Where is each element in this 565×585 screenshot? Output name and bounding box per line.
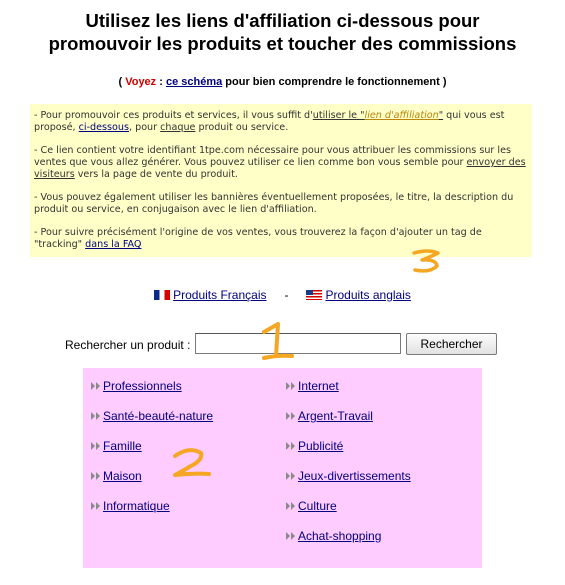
double-arrow-icon — [90, 381, 102, 391]
double-arrow-icon — [90, 501, 102, 511]
below-link[interactable]: ci-dessous — [78, 122, 129, 133]
category-link[interactable]: Santé-beauté-nature — [103, 409, 214, 423]
category-link[interactable]: Achat-shopping — [298, 529, 382, 543]
annotation-number-1 — [258, 318, 300, 362]
category-link[interactable]: Famille — [103, 439, 142, 453]
category-link[interactable]: Jeux-divertissements — [298, 469, 411, 483]
info-p2-end: vers la page de vente du produit. — [74, 169, 238, 180]
schema-link[interactable]: ce schéma — [165, 76, 223, 88]
affiliation-link-term[interactable]: lien d'affiliation — [364, 110, 439, 121]
french-flag-icon — [154, 290, 170, 300]
category-link[interactable]: Argent-Travail — [298, 409, 373, 423]
search-label: Rechercher un produit : — [65, 338, 191, 352]
category-link[interactable]: Publicité — [298, 439, 344, 453]
category-link[interactable]: Professionnels — [103, 379, 182, 393]
double-arrow-icon — [285, 381, 297, 391]
english-products-link[interactable]: Produits anglais — [325, 288, 411, 302]
title-line-1: Utilisez les liens d'affiliation ci-dessous pour — [85, 10, 480, 31]
info-p1-use: utiliser le " — [312, 110, 365, 121]
double-arrow-icon — [90, 471, 102, 481]
category-link[interactable]: Internet — [298, 379, 339, 393]
open-paren: ( — [118, 76, 126, 88]
product-language-links — [0, 288, 565, 302]
info-p1-for: , pour — [129, 122, 161, 133]
double-arrow-icon — [285, 531, 297, 541]
double-arrow-icon — [285, 411, 297, 421]
double-arrow-icon — [90, 441, 102, 451]
search-button[interactable]: Rechercher — [406, 333, 497, 355]
double-arrow-icon — [285, 501, 297, 511]
category-box — [83, 368, 482, 568]
colon: : — [156, 76, 166, 88]
info-paragraph-3: - Vous pouvez également utiliser les bannières éventuellement proposées, le titre, la description du produit ou service, en conjugaison avec le lien d'affiliation. — [34, 192, 514, 215]
category-link[interactable]: Maison — [103, 469, 142, 483]
info-paragraph-1 — [34, 110, 528, 134]
info-p1-proposed: qui vous est proposé, — [34, 110, 505, 133]
title-line-2: promouvoir les produits et toucher des commissions — [48, 33, 517, 54]
voyez-label: Voyez — [125, 76, 157, 88]
annotation-number-3 — [410, 248, 444, 274]
affiliation-info-box — [30, 104, 532, 257]
double-arrow-icon — [90, 411, 102, 421]
double-arrow-icon — [285, 471, 297, 481]
each-word: chaque — [160, 122, 196, 133]
us-flag-icon — [306, 290, 322, 300]
schema-notice-rest: pour bien comprendre le fonctionnement ) — [222, 76, 447, 88]
double-arrow-icon — [285, 441, 297, 451]
separator: - — [284, 288, 289, 302]
category-link[interactable]: Informatique — [103, 499, 170, 513]
schema-notice — [0, 76, 565, 88]
french-products-link[interactable]: Produits Français — [173, 288, 267, 302]
page-title — [20, 9, 545, 55]
info-p1-end: produit ou service. — [195, 122, 289, 133]
info-paragraph-4 — [34, 227, 528, 251]
info-paragraph-2 — [34, 145, 528, 181]
faq-link[interactable]: dans la FAQ — [85, 239, 142, 250]
category-link[interactable]: Culture — [298, 499, 337, 513]
info-p1-text: - Pour promouvoir ces produits et services, il vous suffit d' — [34, 110, 313, 121]
info-p1-quote: " — [438, 110, 444, 121]
send-visitors-text: envoyer des visiteurs — [34, 157, 526, 180]
annotation-number-2 — [169, 446, 215, 480]
info-p2-text: - Ce lien contient votre identifiant 1tpe.com nécessaire pour vous attribuer les commissions sur les ventes que vous allez générer. Vous pouvez utiliser ce lien comme bon vous semble pour — [34, 145, 511, 168]
info-p1-underlined — [313, 110, 443, 121]
info-p4-text: - Pour suivre précisément l'origine de vos ventes, vous trouverez la façon d'ajouter un tag de "tracking" — [34, 227, 482, 250]
